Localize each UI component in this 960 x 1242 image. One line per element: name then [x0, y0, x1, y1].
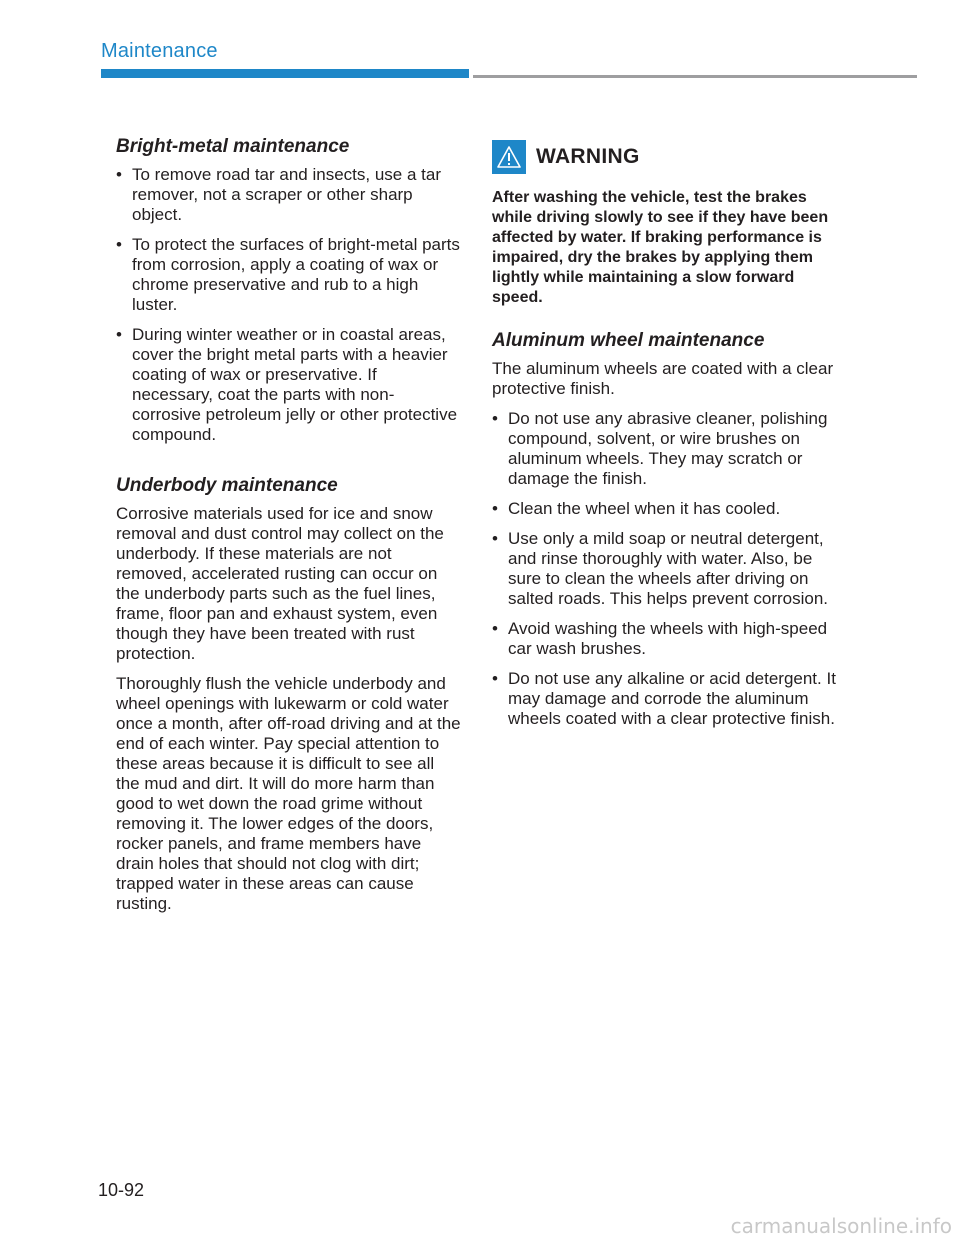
aluminum-list: [492, 409, 844, 729]
list-item: • To remove road tar and insects, use a tar remover, not a scraper or other sharp object.: [116, 165, 462, 225]
aluminum-intro: The aluminum wheels are coated with a clear protective finish.: [492, 359, 834, 398]
warning-title: WARNING: [536, 145, 640, 168]
underbody-paragraph: Corrosive materials used for ice and snow removal and dust control may collect on the underbody. If these materials are not removed, accelerated rusting can occur on the underbody parts such as the fuel lines, frame, floor pan and exhaust system, even though they have been treated with rust protection.: [116, 504, 444, 663]
list-item: • Clean the wheel when it has cooled.: [492, 499, 844, 519]
underbody-heading: Underbody maintenance: [116, 475, 338, 496]
list-item: • Use only a mild soap or neutral detergent, and rinse thoroughly with water. Also, be sure to clean the wheels after driving on salted roads. This helps prevent corrosion.: [492, 529, 844, 609]
page-number: 10-92: [98, 1180, 145, 1200]
left-column: [116, 136, 462, 924]
list-item: • During winter weather or in coastal areas, cover the bright metal parts with a heavier coating of wax or preservative. If necessary, coat the parts with non-corrosive petroleum jelly or other protective compound.: [116, 325, 462, 445]
list-item: • Do not use any abrasive cleaner, polishing compound, solvent, or wire brushes on aluminum wheels. They may scratch or damage the finish.: [492, 409, 844, 489]
list-item: • To protect the surfaces of bright-metal parts from corrosion, apply a coating of wax or chrome preservative and rub to a high luster.: [116, 235, 462, 315]
list-item: • Avoid washing the wheels with high-speed car wash brushes.: [492, 619, 844, 659]
section-title: Maintenance: [101, 40, 218, 62]
warning-header: [492, 140, 844, 174]
underbody-paragraph: Thoroughly flush the vehicle underbody and wheel openings with lukewarm or cold water once a month, after off-road driving and at the end of each winter. Pay special attention to these areas because it is difficult to see all the mud and dirt. It will do more harm than good to wet down the road grime without removing it. The lower edges of the doors, rocker panels, and frame members have drain holes that should not clog with dirt; trapped water in these areas can cause rusting.: [116, 674, 461, 913]
aluminum-heading: Aluminum wheel maintenance: [492, 330, 765, 351]
bright-metal-heading: Bright-metal maintenance: [116, 136, 350, 157]
warning-text: After washing the vehicle, test the brakes while driving slowly to see if they have been affected by water. If braking performance is impaired, dry the brakes by applying them lightly while maintaining a slow forward speed.: [492, 189, 829, 306]
header-rule-accent: [101, 69, 469, 78]
warning-triangle-icon: [492, 140, 526, 174]
right-column: [492, 136, 844, 739]
header-rule-gray: [473, 75, 917, 78]
watermark: carmanualsonline.info: [730, 1214, 952, 1238]
list-item: • Do not use any alkaline or acid detergent. It may damage and corrode the aluminum wheels coated with a clear protective finish.: [492, 669, 844, 729]
bright-metal-list: [116, 165, 462, 445]
